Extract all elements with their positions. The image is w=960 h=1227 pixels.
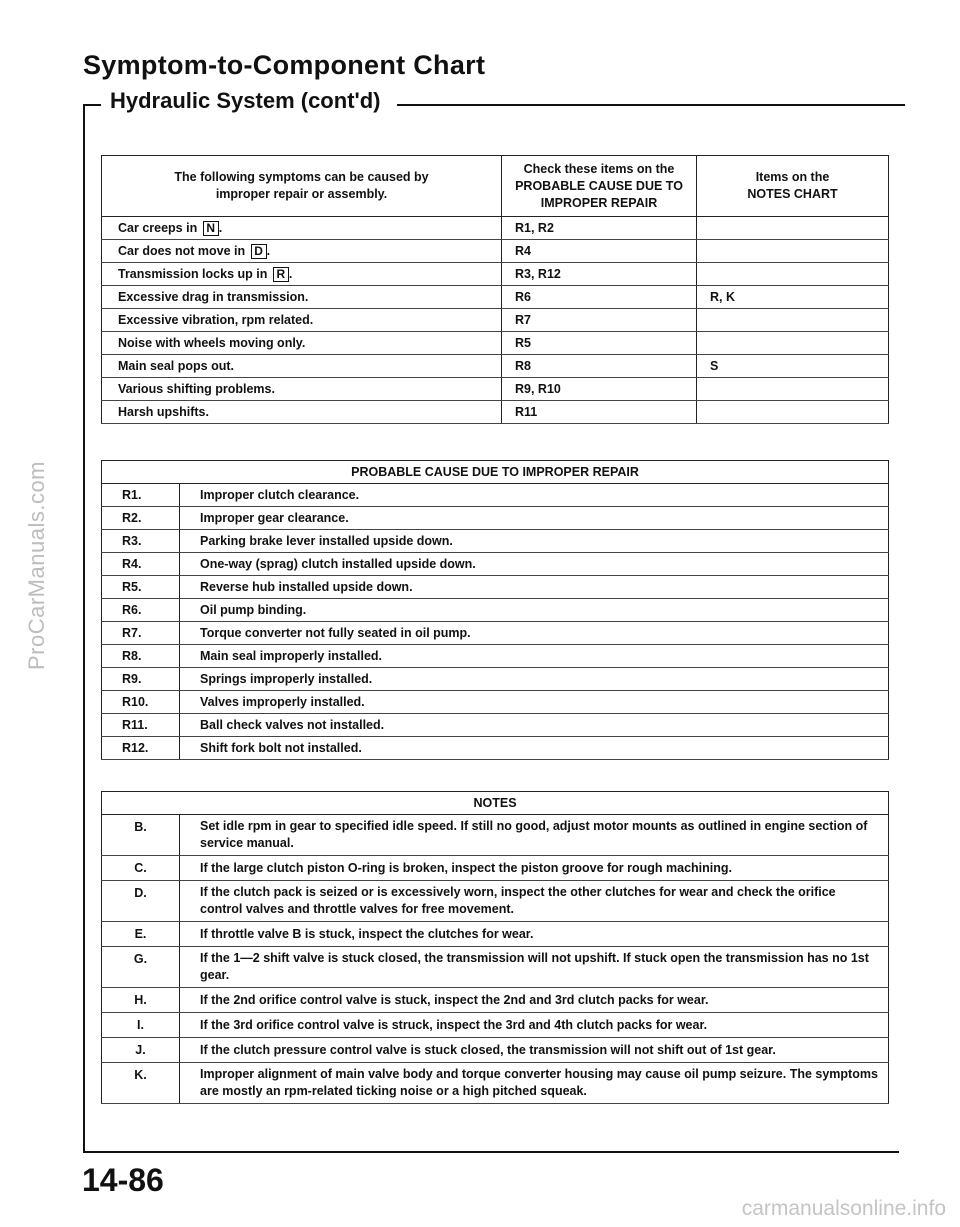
cause-row — [102, 622, 889, 645]
watermark-bottom: carmanualsonline.info — [741, 1197, 946, 1220]
note-row — [102, 947, 889, 988]
cause-code: R3. — [102, 530, 180, 553]
cause-row — [102, 576, 889, 599]
symptom-row — [102, 240, 889, 263]
symptom-text: Car creeps in — [118, 220, 198, 235]
cause-description: Oil pump binding. — [180, 599, 889, 622]
note-description: Set idle rpm in gear to specified idle speed. If still no good, adjust motor mounts as outlined in engine section of service manual. — [180, 815, 889, 856]
symptom-cell — [102, 332, 502, 355]
cause-row — [102, 484, 889, 507]
cause-code: R12. — [102, 737, 180, 760]
section-title: Hydraulic System (cont'd) — [110, 88, 381, 113]
note-code: D. — [102, 881, 180, 922]
notes-ref-cell: R, K — [697, 286, 889, 309]
symptom-cell — [102, 240, 502, 263]
symptom-row — [102, 332, 889, 355]
cause-ref-cell: R8 — [502, 355, 697, 378]
cause-code: R7. — [102, 622, 180, 645]
note-description: Improper alignment of main valve body and torque converter housing may cause oil pump seizure. The symptoms are mostly an rpm-related ticking noise or a high pitched squeak. — [180, 1063, 889, 1104]
notes-table — [101, 791, 889, 1104]
cause-row — [102, 530, 889, 553]
page-number: 14-86 — [82, 1162, 164, 1198]
symptom-text: Transmission locks up in — [118, 266, 268, 281]
symptom-header — [102, 156, 502, 217]
cause-ref-cell: R9, R10 — [502, 378, 697, 401]
symptom-text: Noise with wheels moving only. — [118, 336, 306, 350]
cause-row — [102, 737, 889, 760]
symptom-period: . — [266, 243, 271, 258]
notes-ref-cell — [697, 332, 889, 355]
note-description: If the 3rd orifice control valve is struck, inspect the 3rd and 4th clutch packs for wear. — [180, 1013, 889, 1038]
note-row — [102, 881, 889, 922]
cause-code: R4. — [102, 553, 180, 576]
cause-code: R1. — [102, 484, 180, 507]
cause-description: Shift fork bolt not installed. — [180, 737, 889, 760]
note-row — [102, 815, 889, 856]
cause-ref-cell: R11 — [502, 401, 697, 424]
notes-ref-cell — [697, 217, 889, 240]
cause-description: Torque converter not fully seated in oil pump. — [180, 622, 889, 645]
cause-table — [101, 460, 889, 760]
watermark-side — [2, 460, 62, 670]
symptom-period: . — [218, 220, 223, 235]
cause-row — [102, 507, 889, 530]
cause-row — [102, 691, 889, 714]
cause-ref-cell: R3, R12 — [502, 263, 697, 286]
cause-description: Parking brake lever installed upside down. — [180, 530, 889, 553]
check-items-header-text: Check these items on the PROBABLE CAUSE DUE TO IMPROPER REPAIR — [515, 161, 683, 210]
cause-code: R8. — [102, 645, 180, 668]
cause-ref-cell: R7 — [502, 309, 697, 332]
symptom-text: Harsh upshifts. — [118, 405, 209, 419]
cause-code: R6. — [102, 599, 180, 622]
note-code: H. — [102, 988, 180, 1013]
symptom-cell — [102, 286, 502, 309]
cause-ref-cell: R1, R2 — [502, 217, 697, 240]
cause-description: Main seal improperly installed. — [180, 645, 889, 668]
symptom-text: Excessive vibration, rpm related. — [118, 313, 314, 327]
cause-header: PROBABLE CAUSE DUE TO IMPROPER REPAIR — [102, 461, 889, 484]
cause-row — [102, 599, 889, 622]
symptom-text: Excessive drag in transmission. — [118, 290, 309, 304]
symptom-header-text: The following symptoms can be caused by improper repair or assembly. — [174, 170, 429, 201]
symptom-table — [101, 155, 889, 424]
note-code: G. — [102, 947, 180, 988]
cause-description: Ball check valves not installed. — [180, 714, 889, 737]
notes-ref-cell — [697, 378, 889, 401]
cause-row — [102, 645, 889, 668]
notes-items-header-text: Items on the NOTES CHART — [747, 170, 838, 201]
page-title: Symptom-to-Component Chart — [83, 50, 486, 80]
notes-table-header — [102, 792, 889, 815]
note-row — [102, 1013, 889, 1038]
symptom-row — [102, 286, 889, 309]
notes-items-header — [697, 156, 889, 217]
note-row — [102, 1063, 889, 1104]
cause-description: Springs improperly installed. — [180, 668, 889, 691]
gear-position-box: N — [203, 221, 219, 236]
cause-row — [102, 668, 889, 691]
note-code: I. — [102, 1013, 180, 1038]
cause-code: R2. — [102, 507, 180, 530]
frame-bottom-rule — [83, 1151, 899, 1153]
symptom-row — [102, 401, 889, 424]
note-row — [102, 856, 889, 881]
note-description: If throttle valve B is stuck, inspect the clutches for wear. — [180, 922, 889, 947]
cause-ref-cell: R6 — [502, 286, 697, 309]
note-description: If the clutch pressure control valve is stuck closed, the transmission will not shift out of 1st gear. — [180, 1038, 889, 1063]
symptom-row — [102, 355, 889, 378]
cause-description: Valves improperly installed. — [180, 691, 889, 714]
symptom-row — [102, 263, 889, 286]
cause-code: R5. — [102, 576, 180, 599]
section-rule-right — [397, 104, 905, 106]
notes-ref-cell: S — [697, 355, 889, 378]
note-description: If the 1—2 shift valve is stuck closed, the transmission will not upshift. If stuck open the transmission has no 1st gear. — [180, 947, 889, 988]
symptom-cell — [102, 309, 502, 332]
symptom-cell — [102, 355, 502, 378]
check-items-header — [502, 156, 697, 217]
symptom-row — [102, 309, 889, 332]
note-description: If the 2nd orifice control valve is stuck, inspect the 2nd and 3rd clutch packs for wear. — [180, 988, 889, 1013]
note-code: C. — [102, 856, 180, 881]
cause-description: Improper clutch clearance. — [180, 484, 889, 507]
symptom-cell — [102, 263, 502, 286]
cause-description: Reverse hub installed upside down. — [180, 576, 889, 599]
notes-ref-cell — [697, 401, 889, 424]
note-code: J. — [102, 1038, 180, 1063]
notes-ref-cell — [697, 263, 889, 286]
note-row — [102, 922, 889, 947]
notes-ref-cell — [697, 240, 889, 263]
symptom-row — [102, 217, 889, 240]
cause-ref-cell: R5 — [502, 332, 697, 355]
notes-header: NOTES — [102, 792, 889, 815]
cause-description: One-way (sprag) clutch installed upside down. — [180, 553, 889, 576]
gear-position-box: R — [273, 267, 289, 282]
cause-row — [102, 553, 889, 576]
cause-table-header — [102, 461, 889, 484]
symptom-table-header — [102, 156, 889, 217]
symptom-cell — [102, 378, 502, 401]
gear-position-box: D — [251, 244, 267, 259]
note-code: E. — [102, 922, 180, 947]
symptom-row — [102, 378, 889, 401]
symptom-text: Various shifting problems. — [118, 382, 275, 396]
cause-ref-cell: R4 — [502, 240, 697, 263]
notes-ref-cell — [697, 309, 889, 332]
cause-code: R10. — [102, 691, 180, 714]
note-code: K. — [102, 1063, 180, 1104]
section-rule-left — [83, 104, 101, 106]
note-description: If the large clutch piston O-ring is broken, inspect the piston groove for rough machining. — [180, 856, 889, 881]
cause-row — [102, 714, 889, 737]
cause-description: Improper gear clearance. — [180, 507, 889, 530]
cause-code: R11. — [102, 714, 180, 737]
cause-code: R9. — [102, 668, 180, 691]
note-description: If the clutch pack is seized or is excessively worn, inspect the other clutches for wear and check the orifice control valves and throttle valves for free movement. — [180, 881, 889, 922]
symptom-period: . — [288, 266, 293, 281]
symptom-text: Main seal pops out. — [118, 359, 234, 373]
note-code: B. — [102, 815, 180, 856]
symptom-cell — [102, 401, 502, 424]
frame-left-rule — [83, 104, 85, 1152]
note-row — [102, 1038, 889, 1063]
note-row — [102, 988, 889, 1013]
symptom-text: Car does not move in — [118, 243, 246, 258]
watermark-side-text: ProCarManuals.com — [24, 460, 49, 670]
symptom-cell — [102, 217, 502, 240]
